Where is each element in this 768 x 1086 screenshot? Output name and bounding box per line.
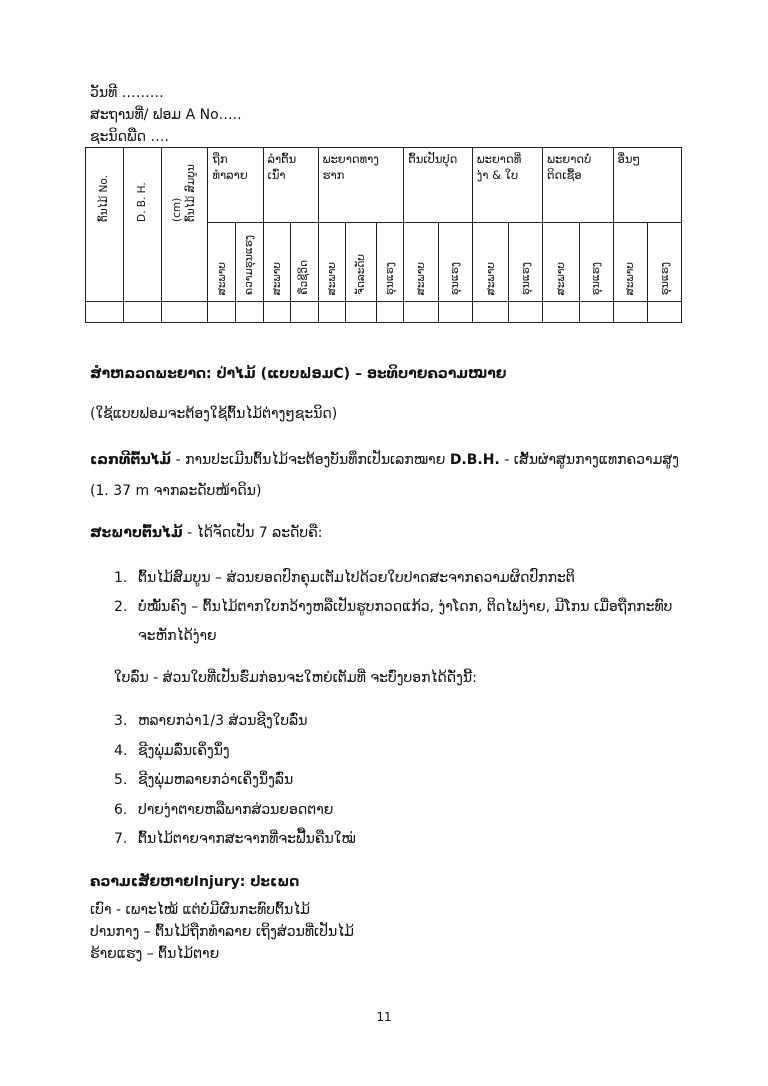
sub-header: ສະພາບ	[318, 223, 346, 302]
tree-status-text: - ໄດ້ຈັດເປັນ 7 ລະດັບຄື:	[182, 525, 323, 541]
tree-number-text: - ການປະເມີນຕົ້ນໄມ້ຈະຕ້ອງບັນທຶກເປັນເລກໝາຍ	[171, 452, 450, 468]
page-number: 11	[376, 1010, 392, 1024]
table-cell[interactable]	[263, 302, 291, 323]
empty-data-row	[86, 302, 682, 323]
table-cell[interactable]	[346, 302, 377, 323]
sub-header: ສະພາບ	[404, 223, 439, 302]
injury-line-moderate: ປານກາງ – ຕົ້ນໄມ້ຖືກທໍາລາຍ ເຖິງສ່ວນທີ່ເປັນໄມ້	[90, 924, 354, 940]
group-header-other: ອື່ນໆ	[613, 148, 681, 223]
table-cell[interactable]	[439, 302, 473, 323]
survey-form-table	[85, 147, 682, 323]
table-cell[interactable]	[235, 302, 263, 323]
injury-line-light: ເບົາ - ເພາະໄໝ້ ແຕ່ບໍ່ມີຜົນກະທົບຕົ້ນໄມ້	[90, 902, 310, 918]
table-cell[interactable]	[648, 302, 682, 323]
table-cell[interactable]	[472, 302, 509, 323]
table-cell[interactable]	[208, 302, 236, 323]
date-line: ວັນທີ ………	[90, 85, 164, 101]
leaves-note: ໃບລົ່ນ - ສ່ວນໃບທີ່ເປັນຮົ່ມກ່ອນຈະໃຫຍ່ເຕັມທີ່ ຈະບົ່ງບອກໄດ້ດັ່ງນີ້:	[114, 670, 477, 686]
dbh-header: D. B. H.	[123, 148, 161, 302]
sub-header: ສະພາບ	[208, 223, 236, 302]
sub-header: ຮຸນແຮງ	[509, 223, 543, 302]
tree-status-label: ສະພາບຕົ້ນໄມ້	[90, 525, 183, 541]
list-item: 2. ບໍ່ໝັ້ນຄົງ – ຕົ້ນໄມ້ຕາກໃບກວ້າງຫລືເປັນຮູບກວດແກ້ວ, ງ່າໂດກ, ຕິດໄຟງ່າຍ, ມີໂກນ ເມື່ອຖືກກະທົບ	[114, 599, 673, 615]
group-header-root-disease: ພະຍາດທາງຮາກ	[318, 148, 404, 223]
table-cell[interactable]	[509, 302, 543, 323]
table-cell[interactable]	[613, 302, 648, 323]
sub-header: ສະພາບ	[543, 223, 580, 302]
injury-line-severe: ຮ້າຍແຮງ – ຕົ້ນໄມ້ຕາຍ	[90, 946, 220, 962]
table-cell[interactable]	[579, 302, 613, 323]
list-item: 6. ປາຍງ່າຕາຍຫລືພາກສ່ວນຍອດຕາຍ	[114, 802, 334, 818]
list-item: 5. ຊີງພຸ່ມຫລາຍກວ່າເຄິ່ງນຶ່ງລົ່ນ	[114, 772, 294, 788]
sub-header: ຮຸນແຮງ	[439, 223, 473, 302]
table-cell[interactable]	[161, 302, 208, 323]
place-line: ສະຖານທີ່/ ຟອມ A No…..	[90, 107, 242, 123]
list-item: 1. ຕົ້ນໄມ້ສົມບູນ – ສ່ວນຍອດປົກຄຸມເຕັມໄປດ້ວຍໃບປາດສະຈາກຄວາມຜິດປົກກະຕິ	[114, 570, 575, 586]
table-cell[interactable]	[404, 302, 439, 323]
table-cell[interactable]	[376, 302, 404, 323]
group-header-branch-leaf: ພະຍາດທີ່ ງ່າ & ໃບ	[472, 148, 542, 223]
table-cell[interactable]	[291, 302, 319, 323]
sub-header: ຮຸນແຮງ	[579, 223, 613, 302]
section-heading: ສໍາຫລວດພະຍາດ: ປ່າໄມ້ (ແບບຟອມC) – ອະທິບາຍຄວາມໝາຍ	[90, 366, 507, 382]
sub-header: ຮຸນແຮງ	[376, 223, 404, 302]
sub-header: ຄວາມຮຸນແຮງ	[235, 223, 263, 302]
group-header-destroyed: ຖືກ ທຳລາຍ	[208, 148, 263, 223]
sub-header: ສະພາບ	[263, 223, 291, 302]
table-cell[interactable]	[543, 302, 580, 323]
dbh-text-line2: (1. 37 m ຈາກລະດັບໜ້າດິນ)	[90, 483, 262, 499]
tree-status-definition	[90, 523, 323, 543]
group-header-trunk-rot: ລຳຕົ້ນເນົ່າ	[263, 148, 318, 223]
list-item: 3. ຫລາຍກວ່າ1/3 ສ່ວນຊີງໃບລົ່ນ	[114, 713, 308, 729]
healthy-header: (cm) ຕົ້ນໄມ້ ສົມບູນ	[161, 148, 208, 302]
list-item-continuation: ຈະຫັກໄດ້ງ່າຍ	[138, 628, 217, 644]
dbh-label: D.B.H.	[449, 452, 500, 468]
sub-header: ຮຸນແຮງ	[648, 223, 682, 302]
sub-header: ສະພາບ	[613, 223, 648, 302]
species-line: ຊະນິດພືດ ….	[90, 129, 169, 145]
usage-note: (ໃຊ້ແບບຟອມຈະຕ້ອງໃຊ້ຕົ້ນໄມ້ຕ່າງໆຊະນິດ)	[90, 406, 338, 422]
tree-no-header: ຕົ້ນໄມ້ No.	[86, 148, 124, 302]
sub-header: ຈັດລະດັບ	[346, 223, 377, 302]
dbh-text: - ເສັ້ນຜ່າສູນກາງແທກຄວາມສູງ	[499, 452, 679, 468]
list-item: 4. ຊີງພຸ່ມລົ່ນເຄິ່ງນຶ່ງ	[114, 743, 230, 759]
table-cell[interactable]	[123, 302, 161, 323]
sub-header: ຄືວຊີວິດ	[291, 223, 319, 302]
sub-header: ສະພາບ	[472, 223, 509, 302]
table-cell[interactable]	[318, 302, 346, 323]
injury-heading: ຄວາມເສັຍຫາຍInjury: ປະເພດ	[90, 874, 300, 890]
list-item: 7. ຕົ້ນໄມ້ຕາຍຈາກສະຈາກທີ່ຈະຟື້ນຄືນໃໝ່	[114, 831, 356, 847]
tree-number-definition	[90, 450, 679, 470]
group-header-canker: ຕົ້ນເປັນປຸດ	[404, 148, 472, 223]
table-cell[interactable]	[86, 302, 124, 323]
tree-number-label: ເລກທີຕົ້ນໄມ້	[90, 452, 172, 468]
group-header-non-infectious: ພະຍາດບໍ່ ຕິດເຊື້ອ	[543, 148, 613, 223]
